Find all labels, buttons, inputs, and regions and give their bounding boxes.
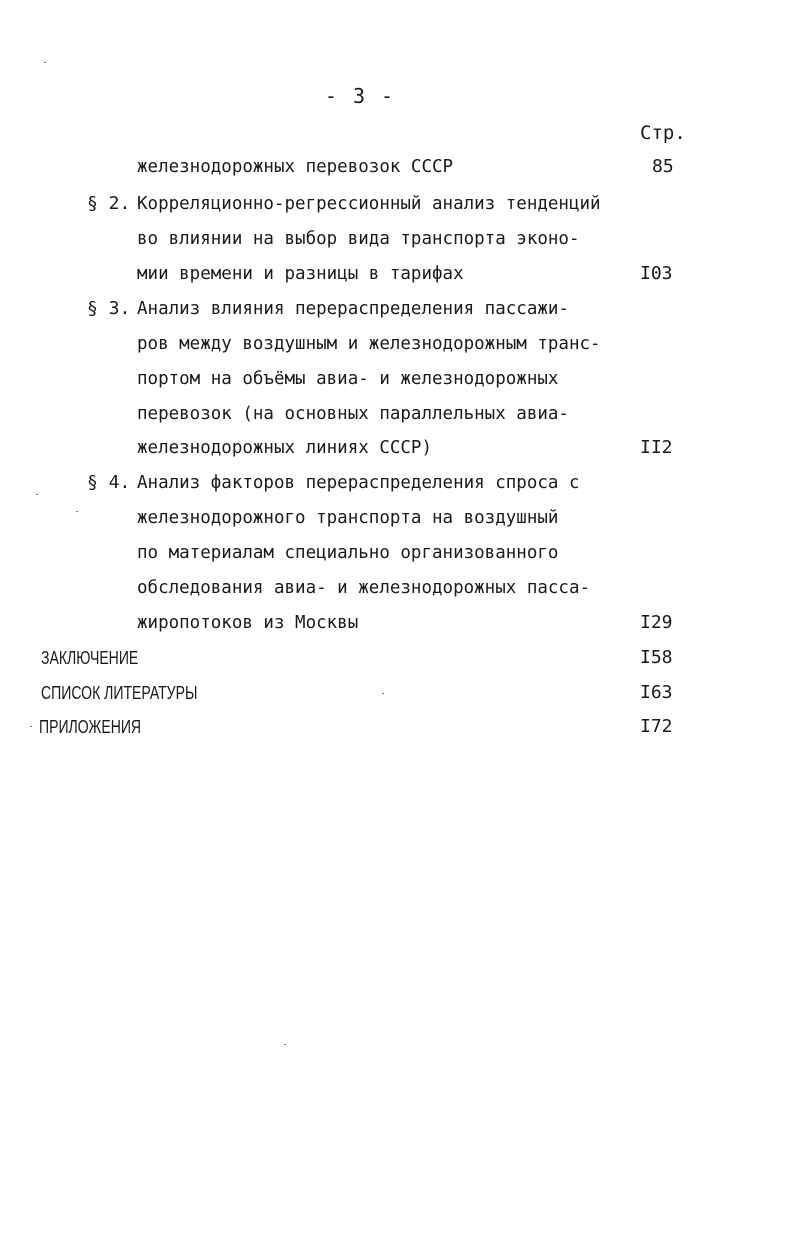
section-number: § 4. [87,472,131,493]
scan-speck [76,511,78,512]
toc-page-number: I63 [640,682,673,703]
toc-line: перевозок (на основных параллельных авиа- [137,404,569,424]
scan-speck [382,693,384,694]
toc-page-number: I03 [640,263,673,284]
toc-line: мии времени и разницы в тарифах [137,264,464,284]
toc-line: Корреляционно-регрессионный анализ тенденций [137,194,601,214]
section-number: § 2. [87,193,131,214]
toc-page-number: I72 [640,716,673,737]
page-column-label: Стр. [640,122,686,144]
toc-line: железнодорожного транспорта на воздушный [137,508,559,528]
heading-title: ЗАКЛЮЧЕНИЕ [41,648,139,668]
toc-page-number: I29 [640,612,673,633]
section-number: § 3. [87,298,131,319]
toc-line: во влиянии на выбор вида транспорта эконо- [137,229,580,249]
toc-page-number: II2 [640,437,673,458]
scan-speck [284,1044,286,1045]
toc-line: жиропотоков из Москвы [137,613,359,633]
toc-page-number: 85 [652,156,674,177]
toc-line: Анализ влияния перераспределения пассажи- [137,299,569,319]
toc-line: по материалам специально организованного [137,543,559,563]
toc-line: портом на объёмы авиа- и железнодорожных [137,369,559,389]
heading-title: ПРИЛОЖЕНИЯ [39,717,142,737]
toc-page-number: I58 [640,647,673,668]
page-number: - 3 - [324,84,396,108]
toc-line: ров между воздушным и железнодорожным транс- [137,334,601,354]
scan-speck [44,62,46,63]
toc-line: железнодорожных перевозок СССР [137,157,454,177]
toc-line: железнодорожных линиях СССР) [137,438,433,458]
toc-line: Анализ факторов перераспределения спроса с [137,473,580,493]
heading-title: СПИСОК ЛИТЕРАТУРЫ [41,683,198,703]
scan-speck [30,726,32,727]
toc-line: обследования авиа- и железнодорожных пасса- [137,578,591,598]
scan-speck [36,494,38,495]
